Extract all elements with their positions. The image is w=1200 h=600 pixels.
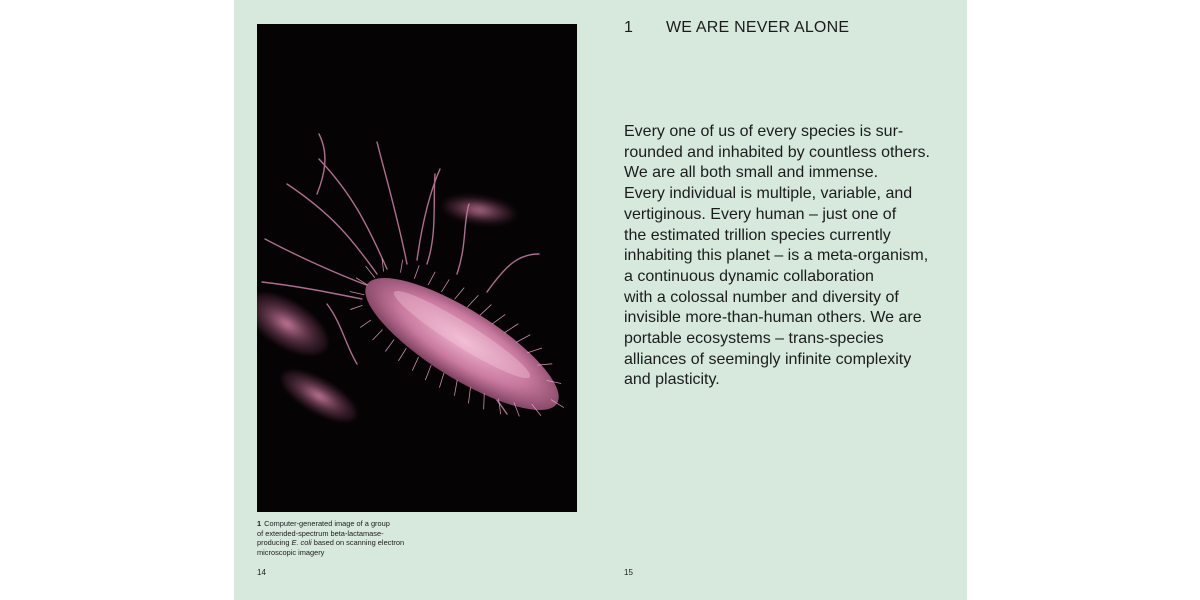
body-line: vertiginous. Every human – just one of — [624, 205, 897, 223]
caption-text: producing — [257, 538, 292, 548]
chapter-number: 1 — [624, 19, 633, 36]
caption-line: microscopic imagery — [257, 547, 325, 557]
bacteria-image — [257, 24, 577, 512]
body-line: the estimated trillion species currently — [624, 226, 891, 244]
body-paragraph — [624, 122, 954, 391]
book-spread — [234, 0, 967, 600]
body-line: alliances of seemingly infinite complexity — [624, 350, 912, 368]
caption-line: of extended-spectrum beta-lactamase- — [257, 528, 384, 538]
body-line: Every one of us of every species is sur- — [624, 123, 904, 140]
body-line: with a colossal number and diversity of — [624, 288, 899, 306]
page-number-left: 14 — [257, 568, 266, 577]
blurred-bacterium — [257, 281, 338, 367]
bacteria-illustration — [257, 24, 577, 512]
body-line: and plasticity. — [624, 371, 720, 389]
blurred-bacterium — [442, 193, 517, 227]
caption-text: based on scanning electron — [311, 538, 405, 548]
caption-line — [257, 538, 427, 548]
body-line: rounded and inhabited by countless others. — [624, 143, 930, 161]
caption-number: 1 — [257, 519, 262, 528]
chapter-title: WE ARE NEVER ALONE — [666, 19, 850, 36]
page-number-right: 15 — [624, 568, 633, 577]
caption-text: Computer-generated image of a group — [264, 519, 390, 528]
body-line: We are all both small and immense. — [624, 164, 879, 182]
caption-line — [257, 519, 427, 529]
body-line: invisible more-than-human others. We are — [624, 309, 922, 327]
body-line: a continuous dynamic collaboration — [624, 267, 874, 285]
figure-caption — [257, 519, 427, 557]
body-line: portable ecosystems – trans-species — [624, 330, 884, 348]
body-line: Every individual is multiple, variable, and — [624, 185, 913, 203]
caption-species-name: E. coli — [291, 538, 312, 548]
main-bacterium — [329, 235, 577, 450]
blurred-bacterium — [275, 361, 364, 431]
body-line: inhabiting this planet – is a meta-organism, — [624, 247, 929, 265]
